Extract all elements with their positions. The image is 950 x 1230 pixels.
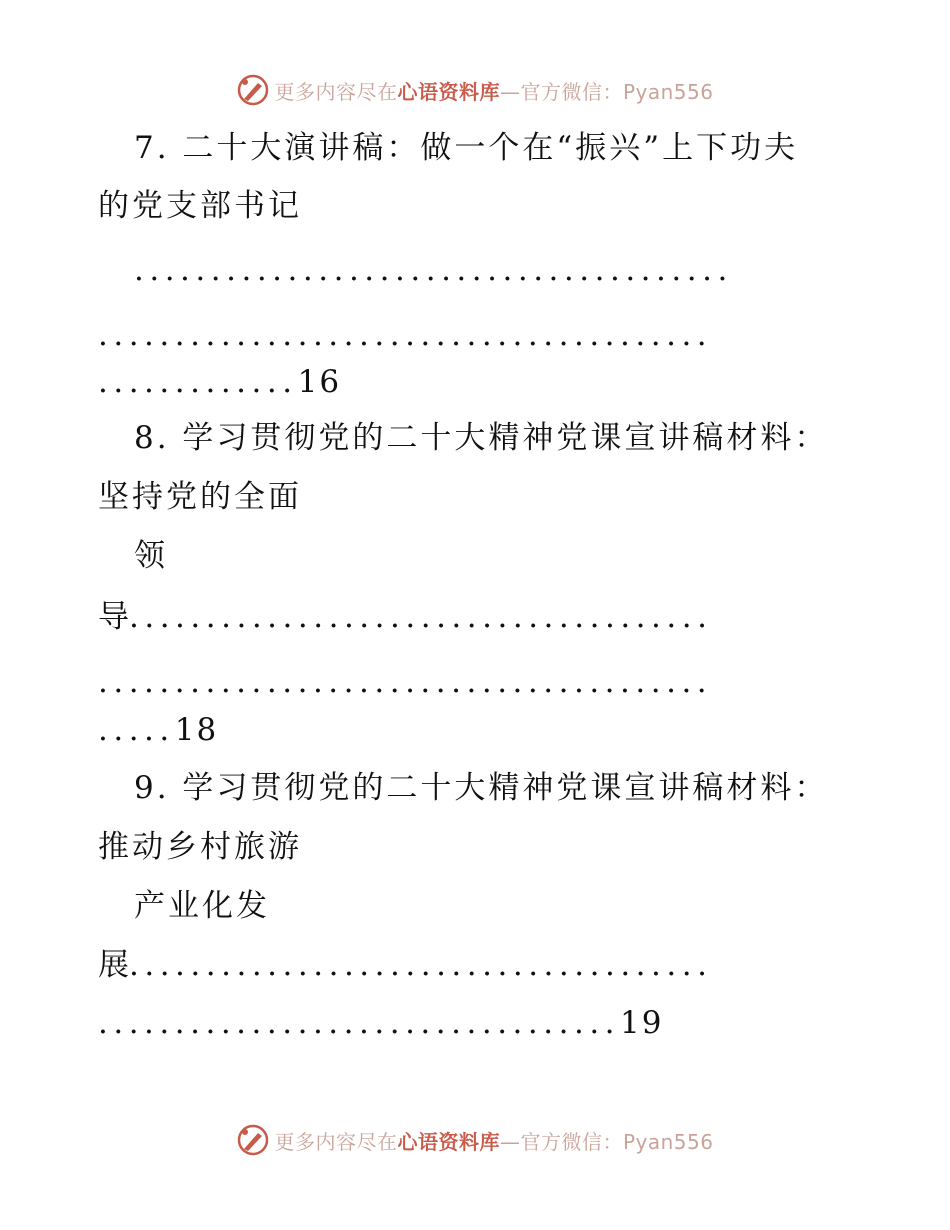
pen-logo-icon: [236, 1123, 270, 1157]
toc-entry-8-title-cont: 领: [134, 538, 168, 574]
toc-entry-8-title-cont: 坚持党的全面: [98, 479, 302, 515]
watermark-text: 更多内容尽在心语资料库—官方微信：Pyan556: [274, 79, 714, 104]
toc-entry-7-title: 7. 二十大演讲稿：做一个在“振兴”上下功夫: [134, 130, 799, 166]
toc-entry-8-title-cont: 导: [98, 599, 129, 635]
toc-entry-9-leader-row: 展......................................: [98, 947, 713, 983]
toc-entry-7-leader: .............16: [98, 364, 342, 400]
toc-entry-9-leader: ..................................19: [98, 1005, 664, 1041]
toc-leader-dots: ........................................: [98, 317, 713, 353]
toc-entry-9-page: 19: [620, 1005, 664, 1041]
toc-entry-9-title-cont: 展: [98, 947, 129, 983]
toc-entry-8-page: 18: [174, 712, 219, 748]
toc-entry-9-title-cont: 产业化发: [134, 888, 270, 924]
toc-entry-8-leader-row: 导......................................: [98, 599, 713, 635]
toc-entry-8-title: 8. 学习贯彻党的二十大精神党课宣讲稿材料：: [134, 420, 829, 456]
watermark-footer: [0, 1120, 950, 1160]
toc-entry-9-title: 9. 学习贯彻党的二十大精神党课宣讲稿材料：: [134, 770, 829, 806]
watermark-text: 更多内容尽在心语资料库—官方微信：Pyan556: [274, 1129, 714, 1154]
toc-leader-dots: ........................................: [98, 664, 713, 700]
toc-entry-8-leader: .....18: [98, 712, 219, 748]
toc-leader-dots: .......................................: [134, 252, 733, 288]
pen-logo-icon: [236, 73, 270, 107]
watermark-header: [0, 70, 950, 110]
toc-entry-7-title-cont: 的党支部书记: [98, 188, 302, 224]
toc-entry-7-page: 16: [297, 364, 342, 400]
toc-entry-9-title-cont: 推动乡村旅游: [98, 829, 302, 865]
